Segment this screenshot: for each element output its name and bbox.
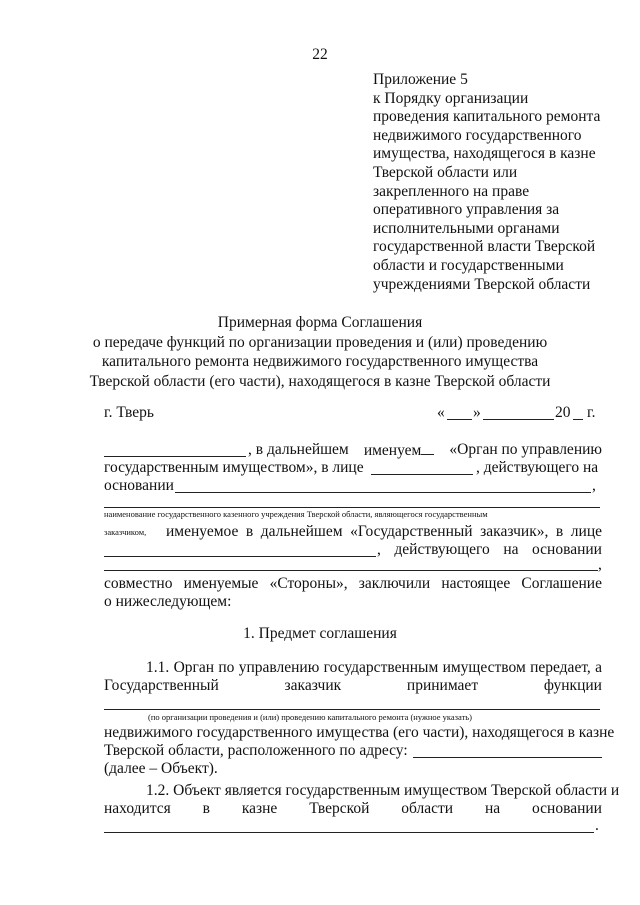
clause12-line3-period: .	[595, 817, 599, 834]
clause11-word: Государственный	[104, 677, 219, 694]
clause11-line2	[104, 677, 602, 695]
annex-line: к Порядку организации	[373, 89, 529, 107]
annex-line: проведения капитального ремонта	[373, 108, 601, 126]
date-year-blank[interactable]	[573, 419, 583, 420]
clause11-line1: 1.1. Орган по управлению государственным имуществом передает, а	[146, 659, 602, 676]
date-open-quote: «	[437, 404, 445, 421]
clause12-word: Тверской	[309, 800, 370, 817]
clause11-word: принимает	[406, 677, 479, 694]
clause12-word: на	[484, 800, 501, 817]
clause11-line3: недвижимого государственного имущества (его части), находящегося в казне	[104, 724, 615, 741]
para3-word: «Стороны»,	[269, 575, 348, 592]
representative-blank[interactable]	[371, 474, 473, 475]
annex-line: области и государственными	[373, 256, 564, 274]
para3-word: Соглашение	[521, 575, 602, 592]
section-heading: 1. Предмет соглашения	[243, 625, 397, 642]
para3-word: настоящее	[441, 575, 511, 592]
contractor-basis-blank[interactable]	[104, 570, 598, 571]
para2-word: действующего	[394, 541, 490, 558]
clause12-line2	[104, 800, 602, 818]
para1-word: «Орган по управлению	[449, 441, 602, 458]
clause12-line1: 1.2. Объект является государственным имуществом Тверской области и	[146, 782, 620, 799]
para1-line3: основании	[104, 477, 174, 494]
date-day-blank[interactable]	[447, 419, 472, 420]
para1-line3-comma: ,	[592, 477, 596, 494]
basis-blank[interactable]	[175, 492, 591, 493]
title-line: Тверской области (его части), находящегося в казне Тверской области	[89, 372, 551, 390]
clause11-caption: (по организации проведения и (или) проведению капитального ремонта (нужное указать)	[148, 712, 473, 722]
para1-word: , в дальнейшем	[248, 441, 349, 458]
para2-line2	[377, 541, 602, 559]
date-month-blank[interactable]	[483, 419, 554, 420]
annex-line: государственной власти Тверской	[373, 238, 596, 256]
para2-word: на	[503, 541, 519, 558]
para3-word: именуемые	[183, 575, 259, 592]
functions-blank[interactable]	[104, 709, 600, 710]
para2-word: основании	[532, 541, 602, 558]
title-block	[0, 313, 640, 391]
date-year-prefix: 20	[555, 404, 571, 421]
title-line: капитального ремонта недвижимого государственного имущества	[101, 353, 539, 370]
clause12-word: находится	[104, 800, 171, 817]
page-number: 22	[312, 46, 328, 63]
annex-line: закрепленного на праве	[373, 182, 530, 200]
address-blank[interactable]	[413, 757, 602, 758]
contractor-rep-blank[interactable]	[104, 556, 376, 557]
title-line: Примерная форма Соглашения	[217, 314, 423, 331]
annex-line: исполнительными органами	[373, 219, 560, 237]
clause11-line5: (далее – Объект).	[104, 760, 218, 777]
annex-block	[373, 71, 600, 294]
caption1-line2: заказчиком,	[104, 527, 147, 537]
clause12-word: казне	[241, 800, 278, 817]
clause11-word: функции	[543, 677, 602, 694]
para2-word: ,	[377, 541, 381, 558]
para3-line1	[104, 575, 602, 593]
clause11-line4: Тверской области, расположенного по адресу:	[104, 742, 408, 759]
date-close-quote: »	[473, 404, 481, 421]
annex-line: Тверской области или	[373, 163, 518, 181]
clause12-word: в	[202, 800, 210, 817]
clause12-word: области	[401, 800, 454, 817]
annex-line: Приложение 5	[373, 71, 468, 88]
organ-name-blank[interactable]	[104, 456, 246, 457]
annex-line: учреждениями Тверской области	[373, 275, 591, 293]
para2-line1: именуемое в дальнейшем «Государственный заказчик», в лице	[166, 523, 602, 540]
institution-name-blank[interactable]	[104, 507, 600, 508]
title-line: о передаче функций по организации проведения и (или) проведению	[92, 333, 548, 351]
annex-line: оперативного управления за	[373, 201, 560, 219]
para3-word: совместно	[104, 575, 173, 592]
para1-line2b: , действующего на	[476, 459, 599, 476]
ending-blank[interactable]	[421, 441, 434, 455]
clause11-word: заказчик	[284, 677, 342, 694]
annex-line: имущества, находящегося в казне	[373, 145, 596, 163]
annex-line: недвижимого государственного	[373, 126, 582, 144]
date-year-suffix: г.	[587, 404, 596, 421]
para3-line2: о нижеследующем:	[104, 593, 232, 610]
para1-line2a: государственным имуществом», в лице	[104, 459, 364, 476]
para1-line1	[248, 441, 602, 460]
para1-word-text: именуем	[363, 442, 422, 459]
caption1-line1: наименование государственного казенного учреждения Тверской области, являющегося государственным	[104, 509, 488, 519]
para3-word: заключили	[358, 575, 431, 592]
place-label: г. Тверь	[104, 404, 154, 421]
para1-word	[364, 441, 435, 460]
para2-line3-comma: ,	[598, 556, 602, 573]
clause12-word: основании	[532, 800, 602, 817]
ownership-basis-blank[interactable]	[104, 832, 594, 833]
